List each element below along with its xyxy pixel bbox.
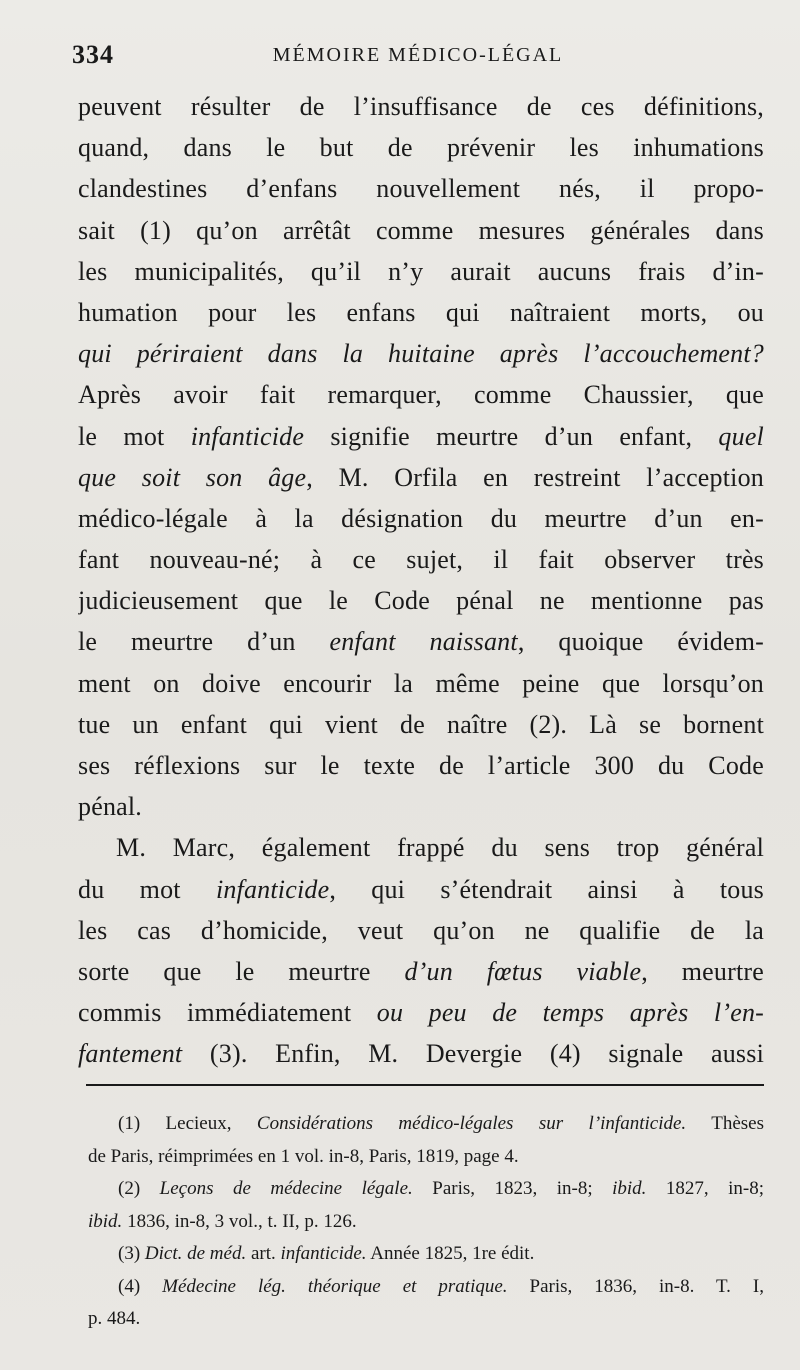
italic-phrase: ibid. <box>88 1210 123 1232</box>
text-run: signifie meurtre d’un enfant, <box>304 421 719 451</box>
text-run: (2) <box>118 1178 160 1199</box>
text-run: art. <box>246 1243 281 1264</box>
footnote-rule <box>86 1084 764 1086</box>
italic-phrase: Leçons de médecine légale. <box>159 1178 413 1199</box>
text-line: Après avoir fait remarquer, comme Chaussier, que <box>78 380 764 410</box>
text-run: Année 1825, 1re édit. <box>366 1243 535 1264</box>
text-line: les municipalités, qu’il n’y aurait aucuns frais d’in- <box>78 256 764 286</box>
text-run: Paris, 1836, in-8. T. I, <box>507 1275 764 1297</box>
text-line <box>78 869 764 910</box>
italic-phrase: infanticide <box>215 874 330 904</box>
text-run: , qui s’étendrait ainsi à tous <box>329 874 764 904</box>
text-run: (1) Lecieux, <box>118 1113 257 1134</box>
italic-phrase: que soit son âge <box>78 462 307 492</box>
italic-phrase: d’un fœtus viable <box>404 956 642 986</box>
text-run: (3) <box>118 1243 145 1264</box>
text-line: ment on doive encourir la même peine que lorsqu’on <box>78 668 764 698</box>
text-run: sorte que le meurtre <box>78 956 405 986</box>
text-line <box>78 457 764 498</box>
italic-phrase: Médecine lég. théorique et pratique. <box>162 1275 508 1297</box>
italic-phrase: ibid. <box>612 1178 647 1199</box>
text-run: Paris, 1823, in-8; <box>412 1178 613 1199</box>
footnote-4-cont: p. 484. <box>88 1308 141 1329</box>
text-run: , M. Orfila en restreint l’acception <box>306 462 764 492</box>
footnote-3 <box>88 1238 764 1271</box>
page-header <box>72 40 764 80</box>
text-run: du mot <box>78 874 216 904</box>
running-title: MÉMOIRE MÉDICO-LÉGAL <box>272 44 564 66</box>
text-line <box>78 951 764 992</box>
text-line: les cas d’homicide, veut qu’on ne qualifie de la <box>78 915 764 945</box>
text-run: le meurtre d’un <box>78 627 330 657</box>
footnotes <box>88 1108 764 1336</box>
text-run: , quoique évidem- <box>517 627 764 657</box>
text-run: 1836, in-8, 3 vol., t. II, p. 126. <box>122 1210 357 1232</box>
text-line <box>78 621 764 662</box>
text-line: M. Marc, également frappé du sens trop général <box>116 833 764 863</box>
italic-phrase: Considérations médico-légales sur l’infanticide. <box>256 1113 687 1134</box>
text-line: médico-légale à la désignation du meurtre d’un en- <box>78 503 764 533</box>
text-line: tue un enfant qui vient de naître (2). Là se bornent <box>78 709 764 739</box>
text-line <box>78 992 764 1033</box>
footnote-1 <box>88 1108 764 1141</box>
italic-phrase: infanticide <box>190 421 305 451</box>
italic-phrase: enfant naissant <box>329 627 518 657</box>
text-line <box>78 1033 764 1074</box>
text-run: Thèses <box>686 1113 764 1134</box>
italic-phrase: ou peu de temps après l’en- <box>376 998 764 1028</box>
text-line: clandestines d’enfans nouvellement nés, il propo- <box>78 174 764 204</box>
italic-phrase: fantement <box>78 1039 183 1069</box>
text-run: , meurtre <box>641 956 764 986</box>
text-run: 1827, in-8; <box>646 1178 764 1199</box>
text-line: judicieusement que le Code pénal ne mentionne pas <box>78 586 764 616</box>
text-run: le mot <box>78 421 191 451</box>
footnote-2 <box>88 1173 764 1206</box>
text-run: (3). Enfin, M. Devergie (4) signale aussi <box>182 1039 764 1069</box>
italic-phrase: quel <box>718 421 764 451</box>
text-line: humation pour les enfans qui naîtraient morts, ou <box>78 297 764 327</box>
footnote-1-cont: de Paris, réimprimées en 1 vol. in-8, Paris, 1819, page 4. <box>88 1145 519 1167</box>
italic-phrase: qui périraient dans la huitaine après l’accouchement? <box>78 339 764 369</box>
page-number: 334 <box>72 40 114 69</box>
text-run: (4) <box>118 1275 163 1297</box>
text-line: sait (1) qu’on arrêtât comme mesures générales dans <box>78 215 764 245</box>
text-run: commis immédiatement <box>78 998 377 1028</box>
text-line: fant nouveau-né; à ce sujet, il fait observer très <box>78 545 764 575</box>
body-text <box>78 86 764 1075</box>
text-line <box>78 333 764 374</box>
footnote-2-cont <box>88 1206 764 1239</box>
text-line: ses réflexions sur le texte de l’article 300 du Code <box>78 751 764 780</box>
italic-phrase: infanticide. <box>280 1243 367 1264</box>
footnote-4 <box>88 1271 764 1304</box>
text-line: quand, dans le but de prévenir les inhumations <box>78 133 764 163</box>
text-line: peuvent résulter de l’insuffisance de ces définitions, <box>78 92 764 121</box>
italic-phrase: Dict. de méd. <box>144 1243 247 1264</box>
text-line <box>78 416 764 457</box>
text-line: pénal. <box>78 792 143 822</box>
